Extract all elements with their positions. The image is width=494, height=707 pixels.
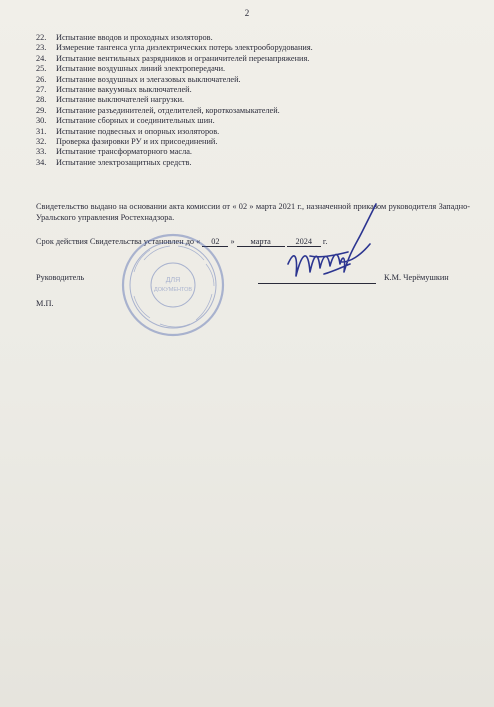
test-item-number: 26. — [36, 74, 47, 84]
certificate-basis-text: Свидетельство выдано на основании акта комиссии от « 02 » марта 2021 г., назначенной приказом руководителя Западно-Уральского управления Ростехнадзора. — [36, 202, 470, 222]
certificate-basis-paragraph — [36, 202, 470, 223]
test-item — [36, 64, 476, 74]
test-item — [36, 95, 476, 105]
test-item-number: 33. — [36, 147, 47, 157]
validity-year: 2024 — [287, 237, 321, 247]
test-item-text: Испытание разъединителей, отделителей, короткозамыкателей. — [56, 105, 280, 115]
test-item-text: Испытание подвесных и опорных изоляторов. — [56, 126, 220, 136]
test-item-number: 25. — [36, 64, 47, 74]
validity-mid: » — [230, 237, 235, 246]
test-item — [36, 54, 476, 64]
test-item-number: 24. — [36, 53, 47, 63]
stamp-center-text-1: ДЛЯ — [165, 277, 181, 284]
validity-day: 02 — [202, 237, 228, 247]
test-item-number: 22. — [36, 33, 47, 42]
test-item — [36, 116, 476, 126]
test-item-number: 31. — [36, 126, 47, 136]
test-item-text: Испытание вводов и проходных изоляторов. — [56, 33, 213, 42]
test-item-text: Испытание трансформаторного масла. — [56, 147, 193, 157]
test-item-text: Проверка фазировки РУ и их присоединений. — [56, 137, 218, 147]
test-item-text: Измерение тангенса угла диэлектрических потерь электрооборудования. — [56, 43, 313, 53]
test-item-text: Испытание электрозащитных средств. — [56, 157, 192, 167]
test-item-text: Испытание выключателей нагрузки. — [56, 95, 185, 105]
test-item-text: Испытание вакуумных выключателей. — [56, 85, 192, 95]
test-item — [36, 147, 476, 157]
test-item — [36, 85, 476, 95]
test-item-text: Испытание воздушных линий электропередачи. — [56, 64, 226, 74]
official-stamp-seal — [120, 232, 226, 338]
test-item-text: Испытание сборных и соединительных шин. — [56, 116, 215, 126]
handwritten-signature — [280, 192, 400, 292]
test-item — [36, 43, 476, 53]
signer-name: К.М. Черёмушкин — [384, 273, 449, 282]
validity-suffix: г. — [322, 237, 328, 246]
signer-role: Руководитель — [36, 273, 85, 282]
test-item-number: 34. — [36, 157, 47, 167]
test-item — [36, 33, 476, 43]
test-item-number: 29. — [36, 105, 47, 115]
test-item — [36, 127, 476, 137]
test-item — [36, 158, 476, 168]
test-item — [36, 137, 476, 147]
page-number: 2 — [244, 8, 250, 18]
test-item — [36, 75, 476, 85]
test-item-number: 23. — [36, 43, 47, 53]
test-item-number: 27. — [36, 85, 47, 95]
signature-line — [258, 283, 376, 284]
validity-month: марта — [237, 237, 285, 247]
test-item-number: 32. — [36, 137, 47, 147]
validity-prefix: Срок действия Свидетельства установлен до « — [36, 237, 201, 246]
test-item-number: 28. — [36, 95, 47, 105]
stamp-center-text-2: ДОКУМЕНТОВ — [153, 287, 193, 293]
test-items-list — [36, 33, 476, 168]
test-item-number: 30. — [36, 116, 47, 126]
seal-place-label: М.П. — [36, 299, 54, 308]
test-item-text: Испытание воздушных и элегазовых выключателей. — [56, 74, 241, 84]
test-item — [36, 106, 476, 116]
test-item-text: Испытание вентильных разрядников и ограничителей перенапряжения. — [56, 53, 310, 63]
